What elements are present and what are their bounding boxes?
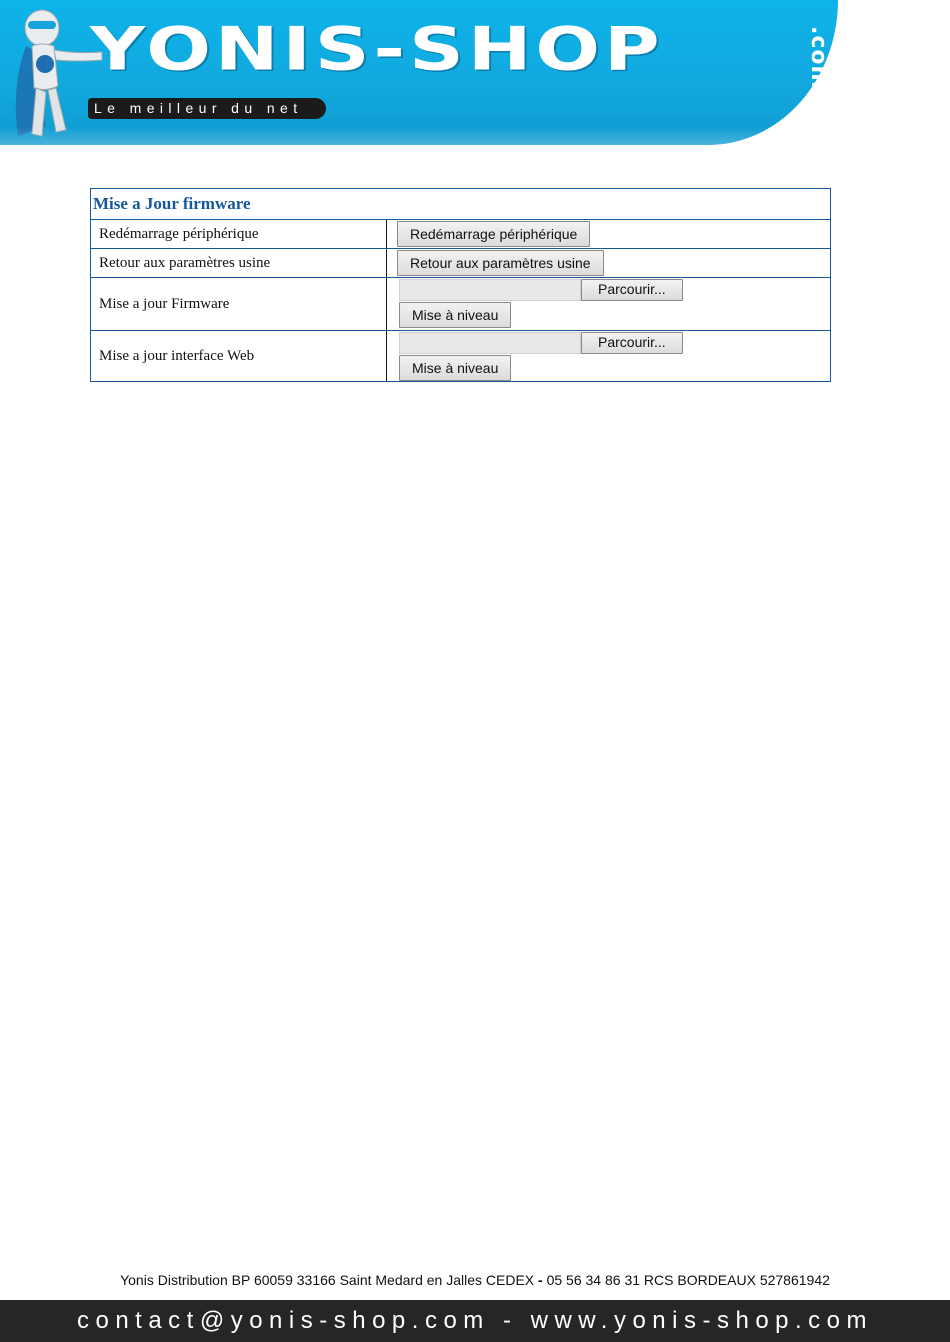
firmware-upgrade-button[interactable]: Mise à niveau — [399, 302, 511, 328]
row-controls — [387, 249, 830, 277]
row-controls — [387, 278, 830, 330]
row-firmware-update — [91, 278, 830, 331]
web-interface-browse-button[interactable]: Parcourir... — [581, 332, 683, 354]
footer-address — [0, 1272, 950, 1288]
row-label: Redémarrage périphérique — [91, 220, 387, 248]
footer-address-phone-rcs: 05 56 34 86 31 RCS BORDEAUX 527861942 — [546, 1272, 830, 1288]
footer-contact[interactable]: contact@yonis-shop.com - www.yonis-shop.com — [76, 1307, 874, 1334]
brand-logo: YONIS-SHOP — [90, 14, 664, 84]
web-interface-file-input[interactable] — [399, 332, 581, 354]
brand-tagline: Le meilleur du net — [88, 98, 326, 119]
footer-contact-bar — [0, 1300, 950, 1342]
web-interface-upgrade-button[interactable]: Mise à niveau — [399, 355, 511, 381]
row-controls — [387, 220, 830, 248]
web-interface-file-picker — [399, 332, 683, 354]
firmware-browse-button[interactable]: Parcourir... — [581, 279, 683, 301]
brand-logo-suffix: .com — [806, 26, 831, 90]
row-web-interface-update — [91, 331, 830, 381]
firmware-file-input[interactable] — [399, 279, 581, 301]
factory-reset-button[interactable]: Retour aux paramètres usine — [397, 250, 604, 276]
header-banner — [0, 0, 838, 145]
row-factory-reset — [91, 249, 830, 278]
row-controls — [387, 331, 830, 381]
footer-address-company: Yonis Distribution BP 60059 33166 Saint Medard en Jalles CEDEX — [120, 1272, 535, 1288]
firmware-file-picker — [399, 279, 683, 301]
row-label: Mise a jour interface Web — [91, 331, 387, 381]
firmware-panel — [90, 188, 831, 382]
panel-title: Mise a Jour firmware — [91, 189, 830, 220]
row-label: Retour aux paramètres usine — [91, 249, 387, 277]
row-label: Mise a jour Firmware — [91, 278, 387, 330]
row-restart-device — [91, 220, 830, 249]
restart-device-button[interactable]: Redémarrage périphérique — [397, 221, 590, 247]
footer-address-separator: - — [534, 1272, 547, 1288]
